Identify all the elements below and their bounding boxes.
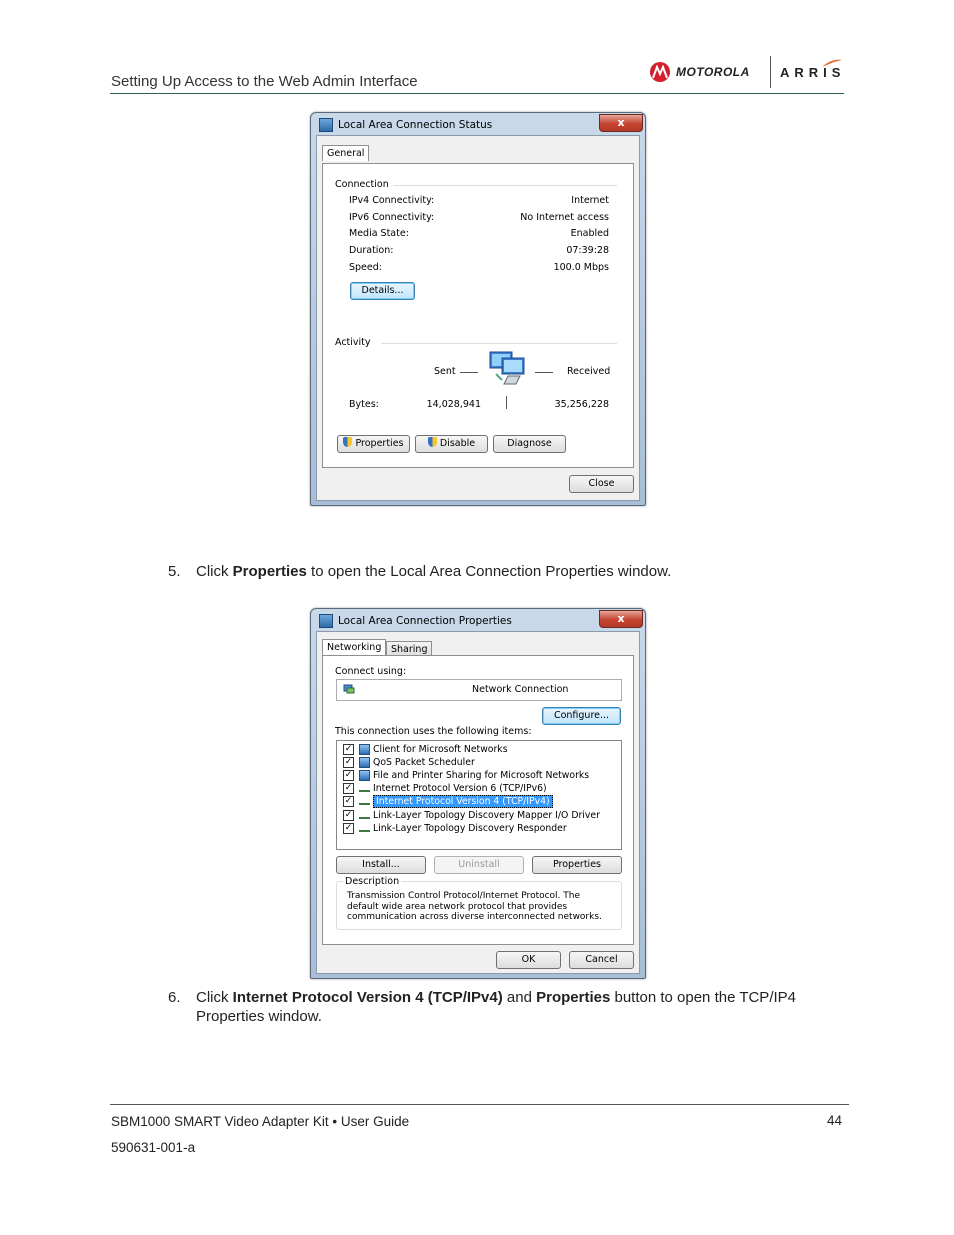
arris-wordmark: ARRIS — [780, 65, 846, 80]
list-item-file-and-printer-sharing[interactable] — [343, 769, 589, 781]
protocol-icon — [359, 797, 370, 805]
header-rule — [110, 93, 844, 94]
footer-doc-number: 590631-001-a — [111, 1140, 196, 1155]
list-item-label-selected: Internet Protocol Version 4 (TCP/IPv4) — [373, 795, 553, 808]
ipv6-label: IPv6 Connectivity: — [349, 212, 435, 223]
sent-label: Sent — [434, 366, 456, 377]
list-item-lltd-mapper[interactable] — [343, 809, 600, 821]
checkbox-checked-icon[interactable]: ✓ — [344, 782, 353, 793]
motorola-batwing-icon — [650, 62, 670, 82]
ok-button[interactable]: OK — [496, 951, 561, 969]
list-item-label: Client for Microsoft Networks — [373, 743, 508, 755]
logo-divider — [770, 56, 771, 88]
group-divider — [381, 343, 617, 344]
step-6-number: 6. — [168, 989, 181, 1006]
disable-button-label: Disable — [439, 438, 476, 449]
diagnose-button[interactable]: Diagnose — [493, 435, 566, 453]
duration-label: Duration: — [349, 245, 394, 256]
network-window-icon — [319, 118, 333, 132]
ipv4-label: IPv4 Connectivity: — [349, 195, 435, 206]
checkbox-checked-icon[interactable]: ✓ — [344, 756, 353, 767]
close-window-button[interactable]: x — [599, 610, 643, 628]
adapter-field — [336, 679, 622, 701]
step-6-text — [196, 988, 846, 1026]
description-label: Description — [345, 876, 400, 887]
properties-button[interactable] — [337, 435, 410, 453]
items-list[interactable] — [336, 740, 622, 850]
ipv6-value: No Internet access — [520, 212, 609, 223]
motorola-wordmark: MOTOROLA — [676, 65, 750, 79]
window-body — [316, 631, 640, 974]
received-label: Received — [567, 366, 611, 377]
motorola-logo — [650, 62, 750, 82]
step-5-text-after: to open the Local Area Connection Properties window. — [306, 563, 672, 580]
close-window-button[interactable]: x — [599, 114, 643, 132]
configure-button[interactable]: Configure... — [542, 707, 621, 725]
uac-shield-icon — [428, 437, 437, 447]
bytes-label: Bytes: — [349, 399, 379, 410]
window-body — [316, 135, 640, 501]
protocol-icon — [359, 824, 370, 832]
list-item-label: Link-Layer Topology Discovery Mapper I/O Driver — [373, 809, 600, 821]
general-panel — [322, 163, 634, 468]
step-5-text — [196, 562, 836, 581]
bytes-divider — [506, 396, 507, 409]
close-button[interactable]: Close — [569, 475, 634, 493]
step-6-text-2: and — [502, 989, 537, 1006]
list-item-qos-packet-scheduler[interactable] — [343, 756, 475, 768]
list-item-tcp-ipv4[interactable] — [343, 795, 553, 807]
network-activity-icon — [488, 350, 528, 391]
protocol-icon — [359, 811, 370, 819]
checkbox-checked-icon[interactable]: ✓ — [344, 809, 353, 820]
step-6-text-3: button to open the TCP/IP4 — [610, 989, 796, 1006]
item-properties-button[interactable]: Properties — [532, 856, 622, 874]
tab-general[interactable]: General — [322, 145, 369, 161]
checkbox-checked-icon[interactable]: ✓ — [344, 822, 353, 833]
local-area-connection-status-window — [310, 112, 646, 506]
properties-button-label: Properties — [355, 438, 404, 449]
speed-value: 100.0 Mbps — [553, 262, 609, 273]
protocol-icon — [359, 784, 370, 792]
list-item-label: QoS Packet Scheduler — [373, 756, 475, 768]
checkbox-checked-icon[interactable]: ✓ — [344, 795, 353, 806]
bytes-sent-value: 14,028,941 — [426, 399, 481, 410]
step-6-bold-1: Internet Protocol Version 4 (TCP/IPv4) — [232, 989, 503, 1006]
footer-guide-title: SBM1000 SMART Video Adapter Kit • User Guide — [111, 1114, 410, 1129]
connection-group-label: Connection — [335, 179, 389, 190]
list-item-label: File and Printer Sharing for Microsoft Networks — [373, 769, 590, 781]
checkbox-checked-icon[interactable]: ✓ — [344, 769, 353, 780]
uac-shield-icon — [343, 437, 352, 447]
list-item-label: Link-Layer Topology Discovery Responder — [373, 822, 567, 834]
adapter-name: Network Connection — [472, 684, 569, 695]
footer-page-number: 44 — [827, 1113, 843, 1128]
list-item-lltd-responder[interactable] — [343, 822, 567, 834]
details-button[interactable]: Details... — [350, 282, 415, 300]
window-title: Local Area Connection Properties — [319, 614, 512, 628]
media-state-value: Enabled — [570, 228, 609, 239]
group-divider — [393, 185, 617, 186]
step-6-line-2: Properties window. — [196, 1008, 322, 1025]
disable-button[interactable] — [415, 435, 488, 453]
uninstall-button[interactable]: Uninstall — [434, 856, 524, 874]
network-client-icon — [359, 744, 370, 755]
checkbox-checked-icon[interactable]: ✓ — [344, 743, 353, 754]
items-label: This connection uses the following items: — [335, 726, 532, 737]
step-5-bold: Properties — [232, 563, 307, 580]
sent-line — [460, 372, 478, 373]
step-6-bold-2: Properties — [536, 989, 611, 1006]
duration-value: 07:39:28 — [566, 245, 609, 256]
description-text: Transmission Control Protocol/Internet Protocol. The default wide area network protocol that provides communication across diverse interconnected networks. — [347, 891, 602, 922]
cancel-button[interactable]: Cancel — [569, 951, 634, 969]
description-group — [336, 876, 622, 930]
footer-rule — [110, 1104, 849, 1105]
networking-panel — [322, 655, 634, 945]
media-state-label: Media State: — [349, 228, 409, 239]
step-6-text-1: Click — [196, 989, 233, 1006]
list-item-tcp-ipv6[interactable] — [343, 782, 547, 794]
install-button[interactable]: Install... — [336, 856, 426, 874]
ipv4-value: Internet — [571, 195, 609, 206]
local-area-connection-properties-window — [310, 608, 646, 979]
window-title: Local Area Connection Status — [319, 118, 492, 132]
tab-networking[interactable]: Networking — [322, 639, 386, 655]
list-item-client-for-microsoft-networks[interactable] — [343, 743, 508, 755]
list-item-label: Internet Protocol Version 6 (TCP/IPv6) — [373, 782, 547, 794]
network-adapter-icon — [343, 684, 355, 698]
step-5-number: 5. — [168, 563, 181, 580]
received-line — [535, 372, 553, 373]
speed-label: Speed: — [349, 262, 382, 273]
network-service-icon — [359, 757, 370, 768]
bytes-received-value: 35,256,228 — [554, 399, 609, 410]
activity-group-label: Activity — [335, 337, 371, 348]
page-header-title: Setting Up Access to the Web Admin Interface — [111, 73, 418, 90]
network-service-icon — [359, 770, 370, 781]
step-5-text-before: Click — [196, 563, 233, 580]
network-window-icon — [319, 614, 333, 628]
connect-using-label: Connect using: — [335, 666, 407, 677]
tab-sharing[interactable]: Sharing — [386, 641, 432, 657]
